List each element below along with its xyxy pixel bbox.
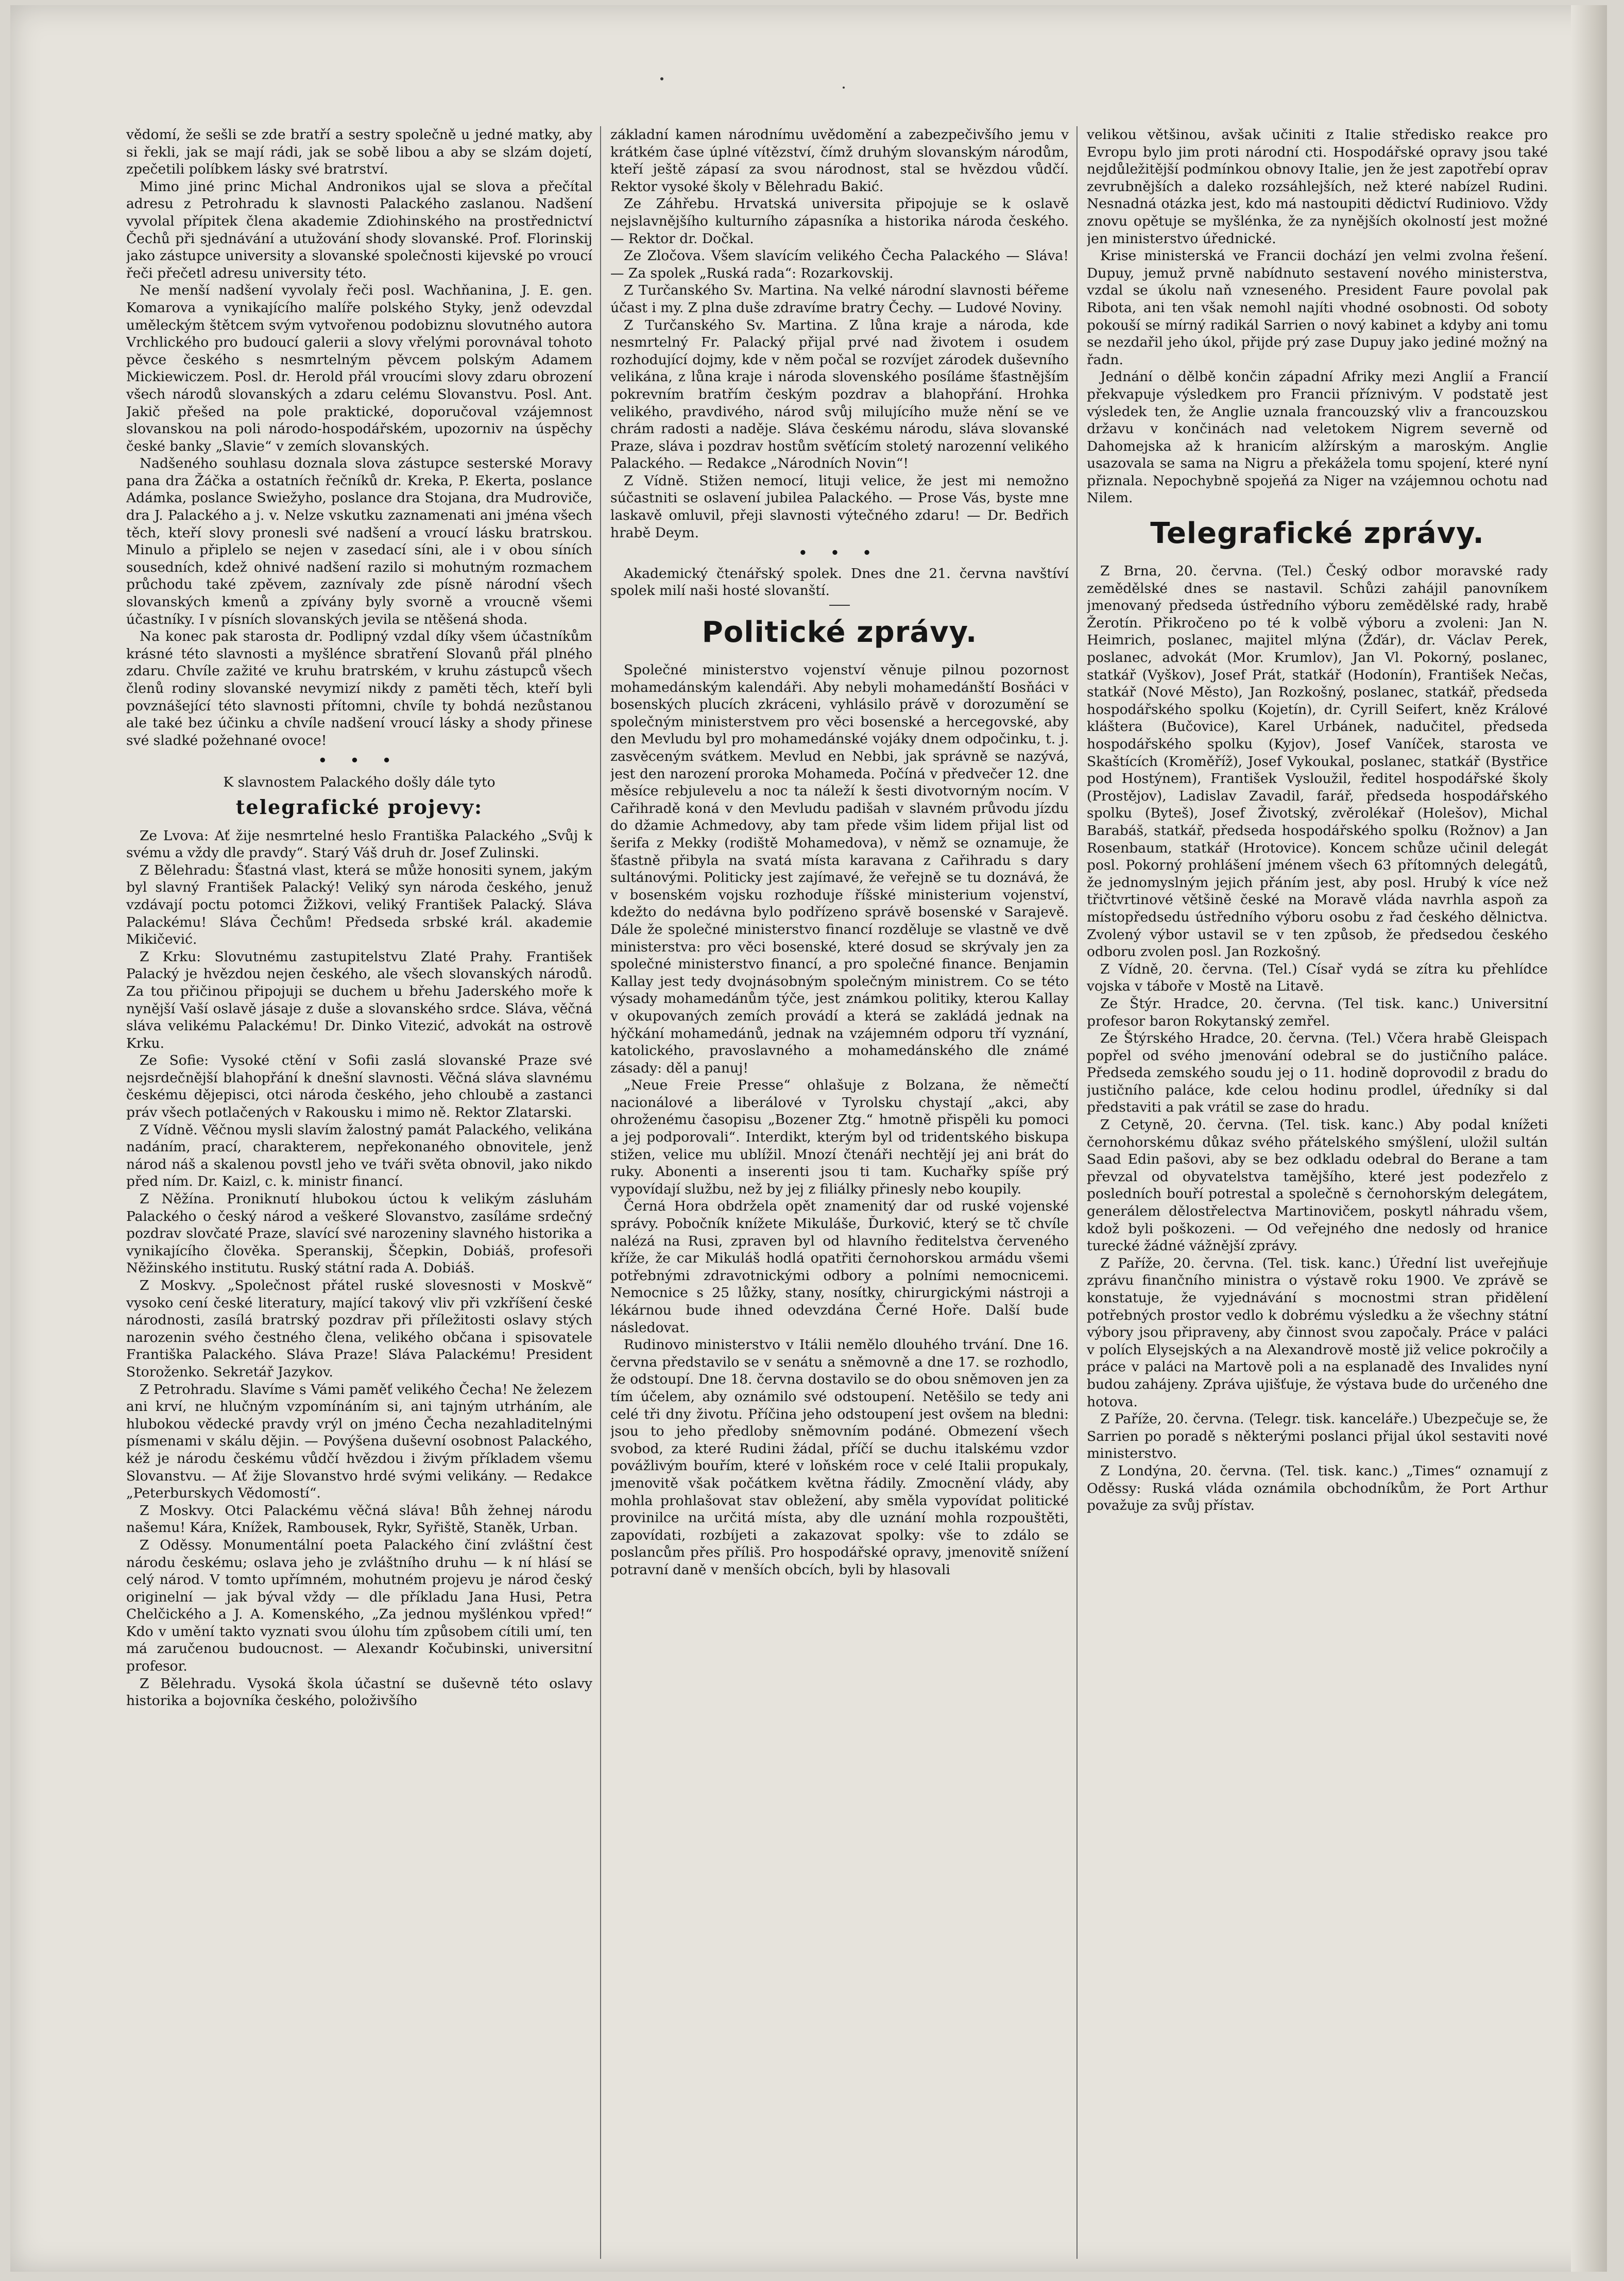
article-paragraph: Ne menší nadšení vyvolaly řeči posl. Wachňanina, J. E. gen. Komarova a vynikajícího malíře polského Styky, jenž odevzdal uměleckým štětcem svým vytvořenou podobiznu slovutného autora Vrchlického pro budoucí galerii a slovy vřelými porovnával tohoto pěvce českého s nesmrtelným pěvcem polským Adamem Mickiewiczem. Posl. dr. Herold přál vroucími slovy zdaru obrození všech národů slovanských a zdaru celému Slovanstvu. Posl. Ant. Jakič přešed na pole praktické, doporučoval vzájemnost slovanskou na poli národo-hospodářském, upozorniv na úspěchy české banky „Slavie“ v zemích slovanských.: [126, 282, 592, 454]
article-paragraph: Z Turčanského Sv. Martina. Z lůna kraje a národa, kde nesmrtelný Fr. Palacký přijal prvé nad životem i osudem rozhodující dojmy, kde v něm počal se rozvíjet zárodek duševního velikána, z lůna kraje i národa slovenského posíláme šťastnějším pokrevním bratřím českým pozdrav a blahopřání. Hrohka velikého, pravdivého, národ svůj milujícího muže nění se ve chrám radosti a naděje. Sláva českému národu, sláva slovanské Praze, sláva i pozdrav hostům svěťícím stoletý narozenní velikého Palackého. — Redakce „Národních Novin“!: [610, 317, 1069, 472]
article-paragraph: Ze Záhřebu. Hrvatská universita připojuje se k oslavě nejslavnějšího kulturního zápasníka a historika národa českého. — Rektor dr. Dočkal.: [610, 196, 1069, 247]
article-paragraph: Ze Lvova: Ať žije nesmrtelné heslo Františka Palackého „Svůj k svému a vždy dle pravdy“. Starý Váš druh dr. Josef Zulinski.: [126, 827, 592, 861]
column-rule-1: [600, 126, 601, 2259]
print-speck: [843, 87, 845, 89]
article-paragraph: Z Moskvy. Otci Palackému věčná sláva! Bůh žehnej národu našemu! Kára, Knížek, Rambousek, Rykr, Syřiště, Staněk, Urban.: [126, 1502, 592, 1536]
article-paragraph: Z Turčanského Sv. Martina. Na velké národní slavnosti béřeme účast i my. Z plna duše zdravíme bratry Čechy. — Ludové Noviny.: [610, 282, 1069, 316]
article-paragraph: Nadšeného souhlasu doznala slova zástupce sesterské Moravy pana dra Žáčka a ostatních řečníků dr. Kreka, P. Ekerta, poslance Adámka, poslance Swiežyho, poslance dra Stojana, dra Mudroviče, dra J. Palackého a j. v. Nelze vskutku zaznamenati ani jména všech těch, kteří slovy pronesli své nadšení a vroucí lásku bratrskou. Minulo a připlelo se nejen v zasedací síni, ale i v obou síních sousedních, kdež ohnivé nadšení razilo si mohutným rozmachem průchodu také zpěvem, zaznívaly zde písně národní všech slovanských kmenů a zpívány byly svorně a vroucně všemi účastníky. I v písních slovanských jevila se ntěšená shoda.: [126, 455, 592, 627]
article-paragraph: Na konec pak starosta dr. Podlipný vzdal díky všem účastníkům krásné této slavnosti a myšlénce sbratření Slovanů přál plného zdaru. Chvíle zažité ve kruhu bratrském, v kruhu zástupců všech členů rodiny slovanské nevymizí nikdy z paměti těch, kteří byli povznášející této slavnosti přítomni, chvíle ty bohdá nezůstanou ale také bez účinku a chvíle nadšení vroucí lásky a shody přinese své sladké požehnané ovoce!: [126, 628, 592, 748]
article-paragraph: Akademický čtenářský spolek. Dnes dne 21. června navštíví spolek milí naši hosté slovanští.: [610, 565, 1069, 599]
section-heading: Telegrafické zprávy.: [1150, 517, 1484, 551]
article-paragraph: Z Bělehradu. Vysoká škola účastní se duševně této oslavy historika a bojovníka českého, položivšího: [126, 1675, 592, 1709]
column-middle: [610, 126, 1069, 2264]
column-left: [126, 126, 592, 2264]
article-paragraph: základní kamen národnímu uvědomění a zabezpečivšího jemu v krátkém čase úplné vítězství, čímž druhým slovanským národům, kteří ještě zápasí za svou národnost, stal se hvězdou vůdčí. Rektor vysoké školy v Bělehradu Bakić.: [610, 127, 1069, 195]
article-paragraph: Z Něžína. Proniknutí hlubokou úctou k velikým zásluhám Palackého o český národ a veškeré Slovanstvo, zasíláme srdečný pozdrav slovčaté Praze, slavící své narozeniny slavného historika a vynikajícího člověka. Speranskij, Ščepkin, Dobiáš, profesoři Něžinského institutu. Ruský státní rada A. Dobiáš.: [126, 1191, 592, 1276]
article-paragraph: Rudinovo ministerstvo v Itálii nemělo dlouhého trvání. Dne 16. června představilo se v senátu a sněmovně a dne 17. se rozhodlo, že odstoupí. Dne 18. června dostavilo se do obou sněmoven jen za tím účelem, aby oznámilo své odstoupení. Netěšilo se tedy ani celé tři dny životu. Příčina jeho odstoupení jest ovšem na bledni: jsou to jeho předloby sněmovním podáné. Obmezení všech svobod, za které Rudini žádal, příčí se duchu italskému vzdor povážlivým bouřím, které v loňském roce v celé Italii propukaly, jmenovitě však počátkem května řádily. Zmocnění vlády, aby mohla prohlašovat stav obležení, aby směla vypovídat politické provinilce na určitá místa, aby dle uznání mohla rozpouštěti, zapovídati, rozbíjeti a zakazovat spolky: vše to zdálo se poslancům přes příliš. Pro hospodářské opravy, jmenovitě snížení potravní daně v menších obcích, byli by hlasovali: [610, 1337, 1069, 1578]
article-paragraph: Z Bělehradu: Šťastná vlast, která se může honositi synem, jakým byl slavný František Palacký! Veliký syn národa českého, jenuž vzdávají poctu potomci Žižkovi, veliký František Palacký. Sláva Palackému! Sláva Čechům! Předseda srbské král. akademie Mikičević.: [126, 862, 592, 948]
column-rule-2: [1076, 126, 1078, 2259]
article-paragraph: Ze Zločova. Všem slavícím velikého Čecha Palackého — Sláva! — Za spolek „Ruská rada“: Rozarkovskij.: [610, 248, 1069, 281]
subsection-heading: telegrafické projevy:: [235, 795, 483, 819]
page-edge-shadow: [1571, 5, 1607, 2272]
article-paragraph: Černá Hora obdržela opět znamenitý dar od ruské vojenské správy. Pobočník knížete Mikuláše, Ďurković, který se tč chvíle nalézá na Rusi, zpraven byl od hlavního ředitelstva červeného kříže, že car Mikuláš hodlá opatřiti černohorskou armádu všemi potřebnými zdravotnickými odbory a polními nemocnicemi. Nemocnice s 25 lůžky, stany, nosítky, chirurgickými nástroji a lékárnou bude ihned odevzdána Černé Hoře. Další bude následovat.: [610, 1198, 1069, 1336]
article-paragraph: Mimo jiné princ Michal Andronikos ujal se slova a přečítal adresu z Petrohradu k slavnosti Palackého zaslanou. Nadšení vyvolal přípitek člena akademie Zdiohinského na prostřednictví Čechů při sjednávání a utužování shody slovanské. Prof. Florinskij jako zástupce university a slovanské společnosti kijevské po vroucí řeči přečetl adresu university této.: [126, 178, 592, 281]
article-paragraph: Z Krku: Slovutnému zastupitelstvu Zlaté Prahy. František Palacký je hvězdou nejen českého, ale všech slovanských národů. Za tou přičinou připojuji se duchem u břehu Jaderského moře k nynější Vaší oslavě jásaje z duše a slovanského srdce. Sláva, věčná sláva velikému Palackému! Dr. Dinko Vitezić, advokát na ostrově Krku.: [126, 948, 592, 1051]
separator-stars: • • •: [798, 545, 881, 561]
article-paragraph: Ze Sofie: Vysoké ctění v Sofii zaslá slovanské Praze své nejsrdečnější blahopřání k dnešní slavnosti. Věčná sláva slavnému českému dějepisci, otci národa českého, jeho chloubě a zastanci práv všech potlačených v Rakousku i mimo ně. Rektor Zlatarski.: [126, 1052, 592, 1121]
article-paragraph: vědomí, že sešli se zde bratří a sestry společně u jedné matky, aby si řekli, jak se mají rádi, jak se sobě libou a aby se slzám dojetí, zpečetili políbkem lásky své bratrství.: [126, 127, 592, 178]
article-paragraph: Z Petrohradu. Slavíme s Vámi paměť velikého Čecha! Ne železem ani krví, ne hlučným vzpomínáním si, ani tajným utrháním, ale hlubokou vědecké pravdy vrýl on jméno Čecha nezahladitelnými písmenami v skálu dějin. — Povýšena duševní osobnost Palackého, kéž je národu českému vůdčí hvězdou i živým příkladem všemu Slovanstvu. — Ať žije Slovanstvo hrdé svými velikány. — Redakce „Peterburskych Vědomostí“.: [126, 1381, 592, 1502]
article-paragraph: Z Vídně. Stižen nemocí, lituji velice, že jest mi nemožno súčastniti se oslavení jubilea Palackého. — Prose Vás, byste mne laskavě omluvil, přeji slavnosti výtečného zdaru! — Dr. Bedřich hrabě Deym.: [610, 472, 1069, 541]
article-paragraph: Z Moskvy. „Společnost přátel ruské slovesnosti v Moskvě“ vysoko cení české literatury, mající takový vliv při vzkříšení české národnosti, zasílá bratrský pozdrav při příležitosti oslavy stých narozenin svého čestného člena, velikého občana i spisovatele Františka Palackého. Sláva Praze! Sláva Palackému! President Storoženko. Sekretář Jazykov.: [126, 1278, 592, 1380]
article-paragraph: velikou většinou, avšak učiniti z Italie středisko reakce pro Evropu bylo jim proti národní cti. Hospodářské opravy jsou také nejdůležitější podmínkou obnovy Italie, jen že jest zapotřebí oprav zevrubnějších a daleko rozsáhlejších, než které nabízel Rudini. Nesnadná otázka jest, kdo má nastoupiti dědictví Rudiniovo. Vždy znovu opětuje se myšlénka, že za nynějších okolností jest možné jen ministerstvo úřednické.: [1087, 127, 1548, 247]
article-paragraph: Z Brna, 20. června. (Tel.) Český odbor moravské rady zemědělské dnes se nastavil. Schůzi zahájil panovníkem jmenovaný předseda ústředního výboru zemědělské rady, hrabě Žerotín. Přikročeno po té k volbě výboru a zvoleni: Jan N. Heimrich, poslanec, majitel mlýna (Žďár), dr. Václav Perek, poslanec, advokát (Mor. Krumlov), Jan Vl. Pokorný, poslanec, statkář (Vyškov), Josef Prát, statkář (Hodonín), František Nečas, statkář (Nové Město), Jan Rozkošný, poslanec, statkář, předseda hospodářského spolku (Kojetín), dr. Cyrill Seifert, kněz Králové kláštera (Bučovice), Karel Urbánek, nadučitel, předseda hospodářského spolku (Kyjov), Josef Vaníček, starosta ve Skaštících (Kroměříž), Josef Vykoukal, poslanec, statkář (Bystřice pod Hostýnem), František Vysloužil, ředitel hospodářské školy (Prostějov), Ladislav Zavadil, farář, předseda hospodářského spolku (Byteš), Josef Životský, zvěrolékař (Holešov), Michal Barabáš, statkář, předseda hospodářského spolku (Rožnov) a Jan Rosenbaum, statkář (Hrotovice). Koncem schůze učinil delegát posl. Pokorný prohlášení jménem všech 63 přítomných delegátů, že jednomyslným jejich přáním jest, aby posl. Hrubý k více než třičtvrtinové většině české na Moravě vláda navrhla aspoň za místopředsedu ústředního výboru osobu z řad českého dělnictva. Zvolený výbor ustavil se v ten způsob, že předsedou českého odboru zvolen posl. Jan Rozkošný.: [1087, 563, 1548, 960]
article-paragraph: Z Cetyně, 20. června. (Tel. tisk. kanc.) Aby podal knížeti černohorskému důkaz svého přátelského smýšlení, uložil sultán Saad Edin pašovi, aby se bez odkladu odebral do Berane a tam převzal od obyvatelstva tamějšího, které jest podezřelo z posledních bouří potrestal a společně s černohorským delegátem, generálem dělostřelectva Martinovičem, poskytl náhradu všem, kdož byli poškozeni. — Od veřejného dne nedosly od hranice turecké žádné vážnější zprávy.: [1087, 1117, 1548, 1254]
article-paragraph: „Neue Freie Presse“ ohlašuje z Bolzana, že němečtí nacionálové a liberálové v Tyrolsku chystají „akci, aby ohroženému časopisu „Bozener Ztg.“ hmotně přispěli ku pomoci a jej podporovali“. Interdikt, kterým byl od tridentského biskupa stižen, velice mu ublížil. Mnozí čtenáři nechtějí jej ani brát do ruky. Abonenti a inserenti jsou ti tam. Kuchařky spíše prý vypovídají službu, než by jej z filiálky přinesly nebo koupily.: [610, 1077, 1069, 1197]
article-paragraph: Jednání o dělbě končin západní Afriky mezi Anglií a Francií překvapuje výsledkem pro Francii příznivým. V podstatě jest výsledek ten, že Anglie uznala francouzský vliv a francouzskou državu v končinách nad veletokem Nigrem severně od Dahomejska až k hranicím alžírským a maroským. Anglie usazovala se sama na Nigru a překážela tomu spojení, které nyní přiznala. Nepochybně spojeňá za Niger na vzájemnou ochotu nad Nilem.: [1087, 369, 1548, 506]
separator-stars: • • •: [318, 753, 401, 769]
column-right: [1087, 126, 1548, 2264]
section-heading: Politické zprávy.: [702, 616, 978, 650]
article-paragraph: Z Vídně, 20. června. (Tel.) Císař vydá se zítra ku přehlídce vojska v táboře v Mostě na Litavě.: [1087, 961, 1548, 995]
article-paragraph: Ze Štýrského Hradce, 20. června. (Tel.) Včera hrabě Gleispach popřel od svého jmenování odebral se do justičního paláce. Předseda zemského soudu jej o 11. hodině doprovodil z bradu do justičního paláce, kde celou hodinu prodlel, úředníky si dal představiti a pak vrátil se zase do hradu.: [1087, 1030, 1548, 1116]
newspaper-page: [10, 5, 1607, 2272]
article-paragraph: Z Vídně. Věčnou mysli slavím žalostný památ Palackého, velikána nadáním, prací, charakterem, nepřekonaného obnovitele, jenž národ náš a skalenou povstl jeho ve tváři světa obnovil, jako nikdo před ním. Dr. Kaizl, c. k. ministr financí.: [126, 1121, 592, 1190]
article-paragraph: Z Londýna, 20. června. (Tel. tisk. kanc.) „Times“ oznamují z Oděssy: Ruská vláda oznámila obchodníkům, že Port Arthur považuje za svůj přístav.: [1087, 1462, 1548, 1514]
intro-line: K slavnostem Palackého došly dále tyto: [223, 774, 495, 790]
article-paragraph: Z Paříže, 20. června. (Tel. tisk. kanc.) Úřední list uveřejňuje zprávu finančního ministra o výstavě roku 1900. Ve zprávě se konstatuje, že vyjednávání s mocnostmi stran přidělení potřebných prostor vedlo k dobrému výsledku a že všechny státní výbory jsou připraveny, aby činnost svou započaly. Práce v paláci v polích Elysejských a na Alexandrově mostě již velice pokročily a práce v paláci na Martově poli a na esplanadě des Invalides nyní budou zahájeny. Zpráva ujišťuje, že výstava bude do určeného dne hotova.: [1087, 1255, 1548, 1410]
short-divider: [829, 605, 850, 606]
article-paragraph: Krise ministerská ve Francii dochází jen velmi zvolna řešení. Dupuy, jemuž prvně nabídnuto sestavení nového ministerstva, vzdal se úkolu naň vzneseného. President Faure povolal pak Ribota, ani ten však nemohl najíti vhodné osobnosti. Od soboty pokouší se mírný radikál Sarrien o nový kabinet a kdyby ani tomu se nezdařil jeho úkol, přijde prý zase Dupuy jako jediné možný na řadn.: [1087, 248, 1548, 368]
article-paragraph: Z Oděssy. Monumentální poeta Palackého činí zvláštní čest národu českému; oslava jeho je zvláštního druhu — k ní hlásí se celý národ. V tomto upřímném, mohutném projevu je národ český originelní — jak býval vždy — dle příkladu Jana Husi, Petra Chelčického a J. A. Komenského, „Za jednou myšlénkou vpřed!“ Kdo v umění takto vyznati svou úlohu tím způsobem cítili umí, ten má zaručenou budoucnost. — Alexandr Kočubinski, universitní profesor.: [126, 1537, 592, 1675]
article-paragraph: Ze Štýr. Hradce, 20. června. (Tel tisk. kanc.) Universitní profesor baron Rokytanský zemřel.: [1087, 995, 1548, 1029]
article-paragraph: Společné ministerstvo vojenství věnuje pilnou pozornost mohamedánským kalendáři. Aby nebyli mohamedánští Bosňáci v bosenských plucích zkráceni, vyhlásilo právě v dorozumění se společným ministerstvem pro věci bosenské a hercegovské, aby den Mevludu byl pro mohamedánské vojáky dnem odpočinku, t. j. zasvěceným svátkem. Mevlud en Nebbi, jak správně se nazývá, jest den narození proroka Mohameda. Počíná v předvečer 12. dne měsíce rebjulevelu a noc ta náleží k šesti divotvorným nocím. V Cařihradě koná v den Mevludu padišah v slavném průvodu jízdu do džamie Achmedovy, aby tam přede všim lidem přijal list od šerifa z Mekky (rodiště Mohamedova), v němž se oznamuje, že šťastně přibyla na svatá místa karavana z Cařihradu s dary sultánovými. Politicky jest zajímavé, že veřejně se tu doznává, že v bosenském vojsku rozhoduje říšské ministerium vojenství, kdežto do nedávna bylo podřízeno správě bosenské v Sarajevě. Dále že společné ministerstvo financí rozděluje se vlastně ve dvě ministerstva: pro věci bosenské, které dosud se skrývaly jen za společné ministerstvo financí, a pro společné finance. Benjamin Kallay jest tedy dvojnásobným společným ministrem. Co se této výsady mohamedánům týče, jest známkou politiky, kterou Kallay v okupovaných zemích provádí a která se zakládá jednak na hýčkání mohamedánů, jednak na vzájemném odporu tří vyznání, katolického, pravoslavného a mohamedánského dle známé zásady: děl a panuj!: [610, 662, 1069, 1076]
print-speck: [660, 77, 663, 80]
article-paragraph: Z Paříže, 20. června. (Telegr. tisk. kanceláře.) Ubezpečuje se, že Sarrien po poradě s některými poslanci přijal úkol sestaviti nové ministerstvo.: [1087, 1411, 1548, 1462]
